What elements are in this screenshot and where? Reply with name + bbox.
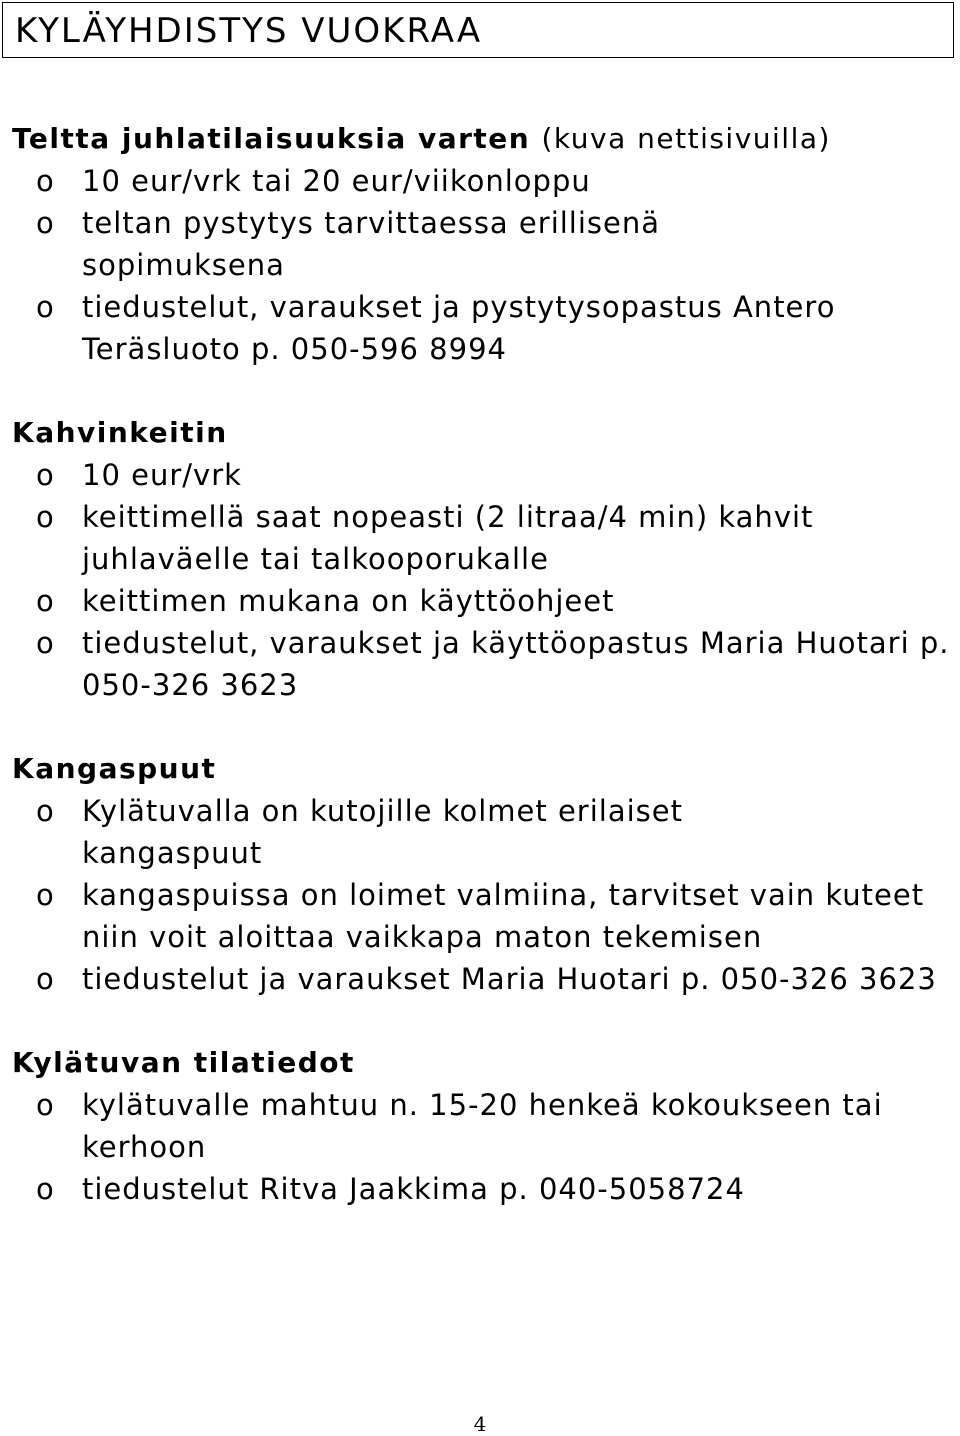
list-item xyxy=(12,160,952,202)
list-item xyxy=(12,286,952,370)
bullet-marker: o xyxy=(36,290,55,324)
section-kangaspuut xyxy=(12,748,952,1000)
bullet-marker: o xyxy=(36,458,55,492)
bullet-marker: o xyxy=(36,1172,55,1206)
section-teltta xyxy=(12,118,952,370)
list-item xyxy=(12,202,952,286)
list-item xyxy=(12,622,952,706)
document-content xyxy=(12,118,952,1252)
list-item xyxy=(12,874,952,958)
item-text: tiedustelut, varaukset ja käyttöopastus Maria Huotari p. 050-326 3623 xyxy=(82,626,950,702)
list-item xyxy=(12,958,952,1000)
item-text: Kylätuvalla on kutojille kolmet erilaiset kangaspuut xyxy=(82,794,683,870)
item-list xyxy=(12,790,952,1000)
item-text: kangaspuissa on loimet valmiina, tarvitset vain kuteet niin voit aloittaa vaikkapa maton tekemisen xyxy=(82,878,925,954)
bullet-marker: o xyxy=(36,206,55,240)
item-list xyxy=(12,454,952,706)
item-text: keittimen mukana on käyttöohjeet xyxy=(82,584,615,618)
list-item xyxy=(12,1084,952,1168)
section-heading: Kangaspuut xyxy=(12,752,217,785)
bullet-marker: o xyxy=(36,500,55,534)
bullet-marker: o xyxy=(36,626,55,660)
item-list xyxy=(12,1084,952,1210)
item-text: tiedustelut, varaukset ja pystytysopastus Antero Teräsluoto p. 050-596 8994 xyxy=(82,290,836,366)
list-item xyxy=(12,496,952,580)
bullet-marker: o xyxy=(36,794,55,828)
bullet-marker: o xyxy=(36,164,55,198)
item-text: keittimellä saat nopeasti (2 litraa/4 min) kahvit juhlaväelle tai talkooporukalle xyxy=(82,500,814,576)
item-list xyxy=(12,160,952,370)
heading-text: Teltta juhlatilaisuuksia varten xyxy=(12,122,531,155)
item-text: tiedustelut ja varaukset Maria Huotari p. 050-326 3623 xyxy=(82,962,937,996)
bullet-marker: o xyxy=(36,962,55,996)
list-item xyxy=(12,1168,952,1210)
bullet-marker: o xyxy=(36,878,55,912)
bullet-marker: o xyxy=(36,584,55,618)
item-text: tiedustelut Ritva Jaakkima p. 040-5058724 xyxy=(82,1172,745,1206)
section-heading: Kylätuvan tilatiedot xyxy=(12,1046,355,1079)
section-heading: Kahvinkeitin xyxy=(12,416,228,449)
list-item xyxy=(12,790,952,874)
item-text: 10 eur/vrk xyxy=(82,458,242,492)
item-text: teltan pystytys tarvittaessa erillisenä sopimuksena xyxy=(82,206,661,282)
section-heading xyxy=(12,118,952,160)
page-title: KYLÄYHDISTYS VUOKRAA xyxy=(15,11,483,51)
item-text: kylätuvalle mahtuu n. 15-20 henkeä kokoukseen tai kerhoon xyxy=(82,1088,883,1164)
section-tilatiedot xyxy=(12,1042,952,1210)
list-item xyxy=(12,580,952,622)
item-text: 10 eur/vrk tai 20 eur/viikonloppu xyxy=(82,164,591,198)
page-number: 4 xyxy=(473,1412,487,1436)
bullet-marker: o xyxy=(36,1088,55,1122)
title-box xyxy=(2,2,954,58)
list-item xyxy=(12,454,952,496)
section-kahvinkeitin xyxy=(12,412,952,706)
heading-note: (kuva nettisivuilla) xyxy=(541,122,831,155)
